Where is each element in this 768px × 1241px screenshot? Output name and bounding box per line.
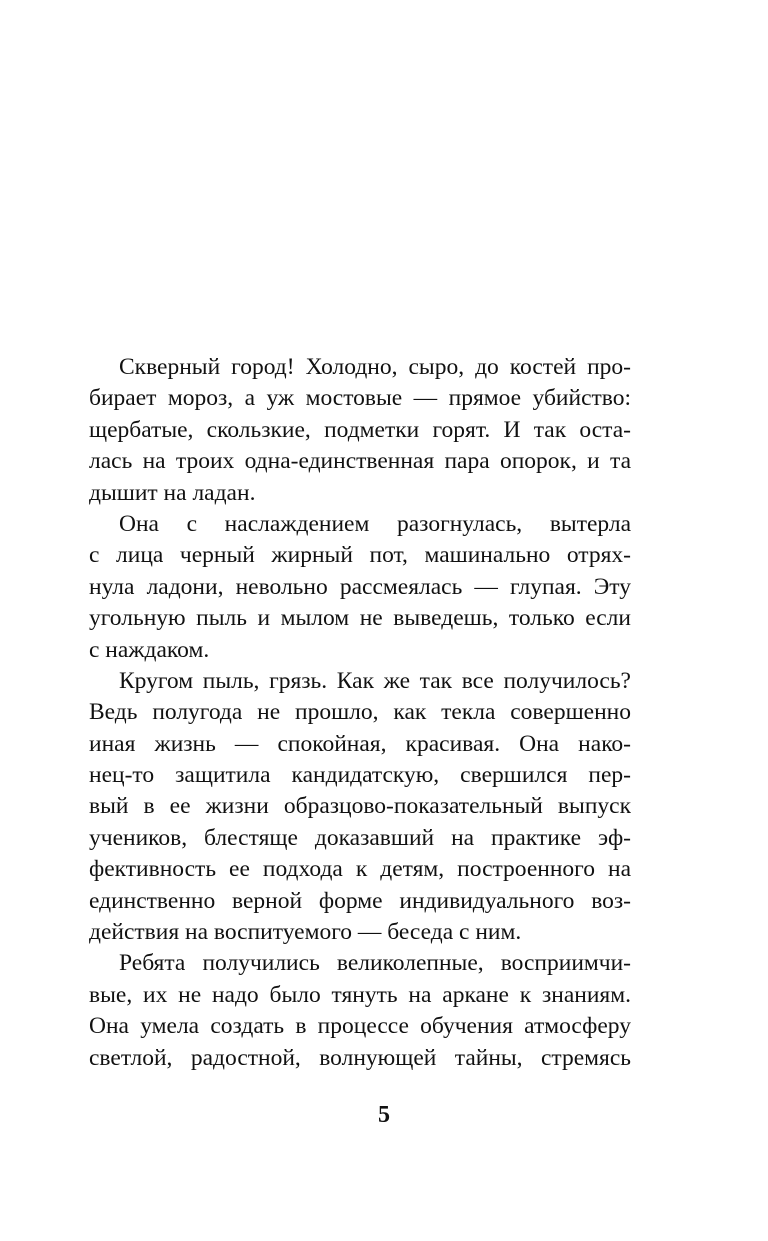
text-line: Скверный город! Холодно, сыро, до костей про- bbox=[119, 354, 631, 380]
text-line: вые, их не надо было тянуть на аркане к знаниям. bbox=[89, 981, 631, 1008]
text-line: единственно верной форме индивидуального воз- bbox=[89, 887, 631, 914]
body-text bbox=[89, 352, 631, 1074]
text-line: Кругом пыль, грязь. Как же так все получилось? bbox=[119, 667, 631, 694]
text-line: фективность ее подхода к детям, построенного на bbox=[89, 856, 631, 883]
text-line: дышит на ладан. bbox=[89, 479, 256, 506]
text-line: Она с наслаждением разогнулась, вытерла bbox=[119, 510, 631, 537]
text-line: с наждаком. bbox=[89, 636, 210, 663]
text-line: учеников, блестяще доказавший на практике эф- bbox=[89, 824, 631, 851]
text-line: угольную пыль и мылом не выведешь, только если bbox=[89, 605, 631, 632]
text-line: иная жизнь — спокойная, красивая. Она нако- bbox=[89, 730, 631, 757]
text-line: Ведь полугода не прошло, как текла совершенно bbox=[89, 699, 631, 726]
text-line: Она умела создать в процессе обучения атмосферу bbox=[89, 1013, 631, 1040]
text-line: нула ладони, невольно рассмеялась — глупая. Эту bbox=[89, 573, 631, 600]
text-line: вый в ее жизни образцово-показательный выпуск bbox=[89, 793, 631, 820]
text-line: с лица черный жирный пот, машинально отрях- bbox=[89, 542, 631, 569]
page-number: 5 bbox=[378, 1102, 390, 1128]
text-line: нец-то защитила кандидатскую, свершился пер- bbox=[89, 762, 631, 789]
text-line: действия на воспитуемого — беседа с ним. bbox=[89, 919, 522, 946]
text-line: бирает мороз, а уж мостовые — прямое убийство: bbox=[89, 385, 631, 412]
text-line: лась на троих одна-единственная пара опорок, и та bbox=[89, 448, 631, 475]
text-line: щербатые, скользкие, подметки горят. И так оста- bbox=[89, 416, 631, 443]
text-line: Ребята получились великолепные, восприимчи- bbox=[119, 950, 631, 977]
text-line: светлой, радостной, волнующей тайны, стремясь bbox=[89, 1044, 631, 1071]
